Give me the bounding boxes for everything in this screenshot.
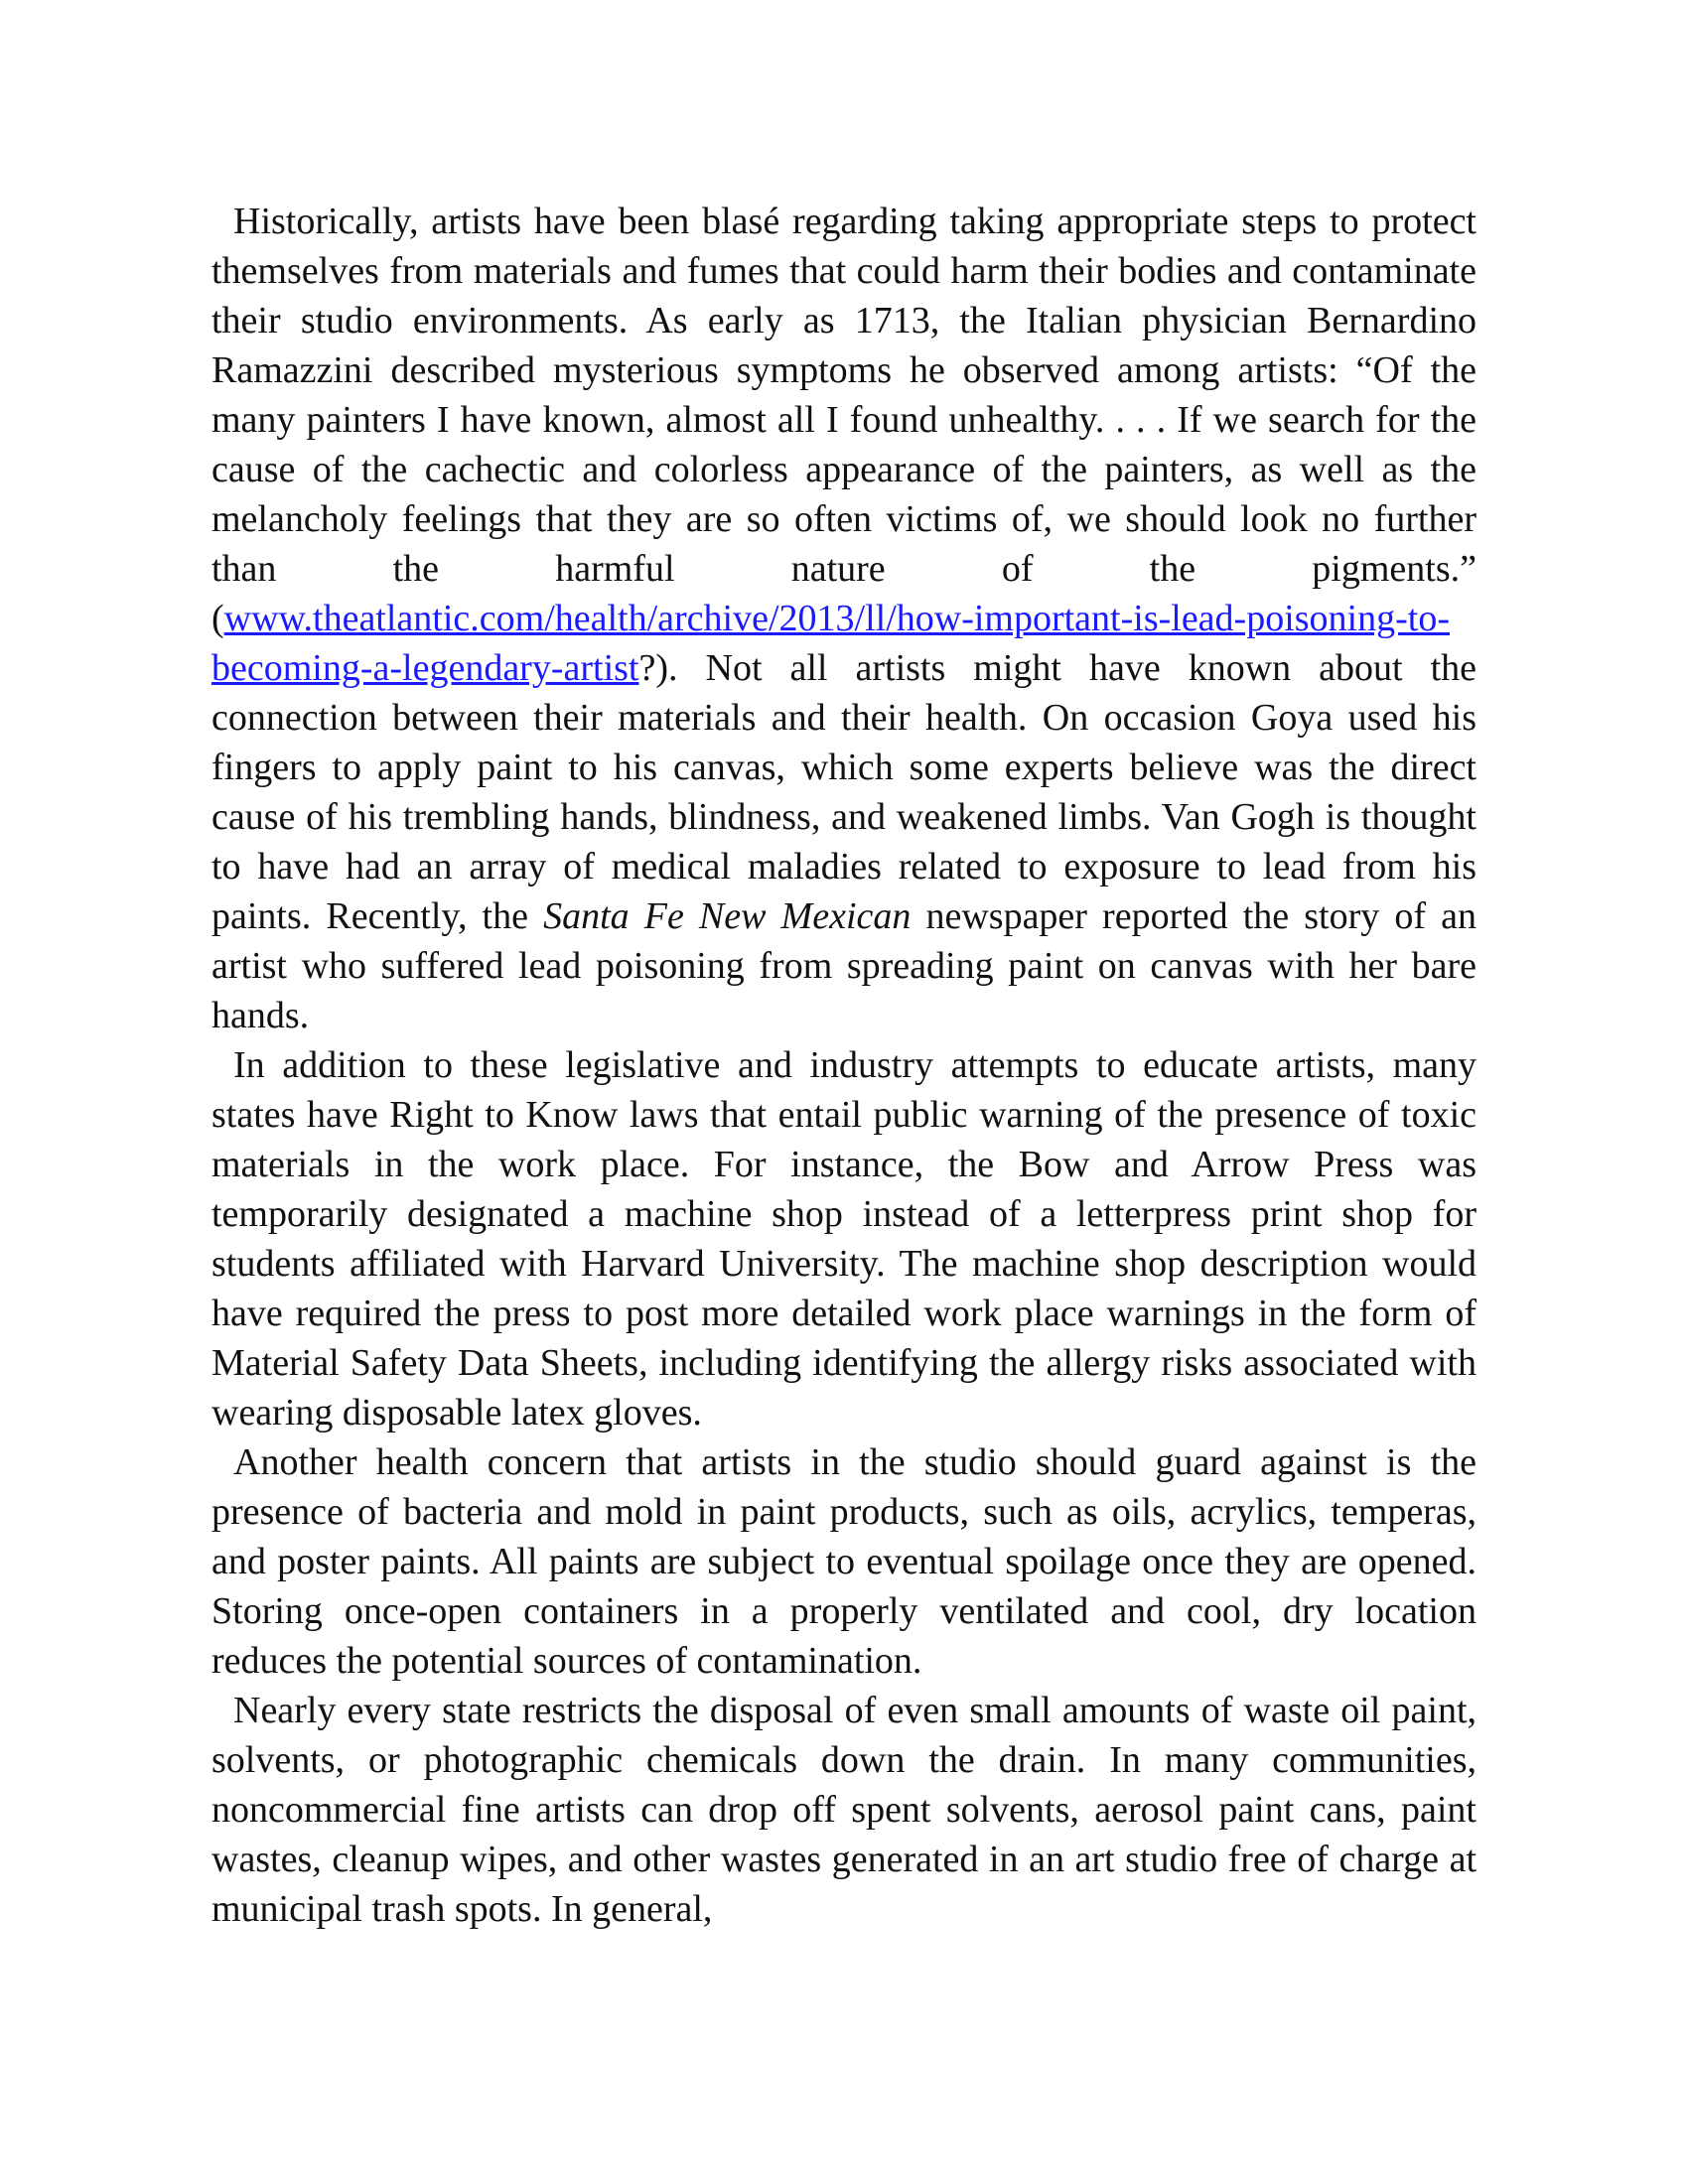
paragraph-right-to-know: In addition to these legislative and industry attempts to educate artists, many states have Right to Know laws that entail public warning of the presence of toxic materials in the work place. For instance, the Bow and Arrow Press was temporarily designated a machine shop instead of a letterpress print shop for students affiliated with Harvard University. The machine shop description would have required the press to post more detailed work place warnings in the form of Material Safety Data Sheets, including identifying the allergy risks associated with wearing disposable latex gloves.: [211, 1044, 1477, 1433]
paragraph-text: newspaper reported the story of an artist who suffered lead poisoning from spreading paint on canvas with her bare hands.: [211, 895, 1477, 1036]
paragraph-historical-artists: [211, 197, 1477, 1040]
paragraph-waste-disposal: Nearly every state restricts the disposal of even small amounts of waste oil paint, solvents, or photographic chemicals down the drain. In many communities, noncommercial fine artists can drop off spent solvents, aerosol paint cans, paint wastes, cleanup wipes, and other wastes generated in an art studio free of charge at municipal trash spots. In general,: [211, 1690, 1477, 1930]
paragraph-text: ?). Not all artists might have known about the connection between their materials and their health. On occasion Goya used his fingers to apply paint to his canvas, which some experts believe was the direct cause of his trembling hands, blindness, and weakened limbs. Van Gogh is thought to have had an array of medical maladies related to exposure to lead from his paints. Recently, the: [211, 647, 1477, 937]
paragraph-bacteria-mold: Another health concern that artists in the studio should guard against is the presence of bacteria and mold in paint products, such as oils, acrylics, temperas, and poster paints. All paints are subject to eventual spoilage once they are opened. Storing once-open containers in a properly ventilated and cool, dry location reduces the potential sources of contamination.: [211, 1441, 1477, 1682]
atlantic-article-link[interactable]: www.theatlantic.com/health/archive/2013/ll/how-important-is-lead-poisoning-to-becoming-a-legendary-artist: [211, 598, 1450, 689]
document-page: [211, 197, 1477, 1934]
newspaper-title: Santa Fe New Mexican: [543, 895, 912, 937]
paragraph-text: Historically, artists have been blasé regarding taking appropriate steps to protect themselves from materials and fumes that could harm their bodies and contaminate their studio environments. As early as 1713, the Italian physician Bernardino Ramazzini described mysterious symptoms he observed among artists: “Of the many painters I have known, almost all I found unhealthy. . . . If we search for the cause of the cachectic and colorless appearance of the painters, as well as the melancholy feelings that they are so often victims of, we should look no further than the harmful nature of the pigments.” (: [211, 201, 1477, 639]
